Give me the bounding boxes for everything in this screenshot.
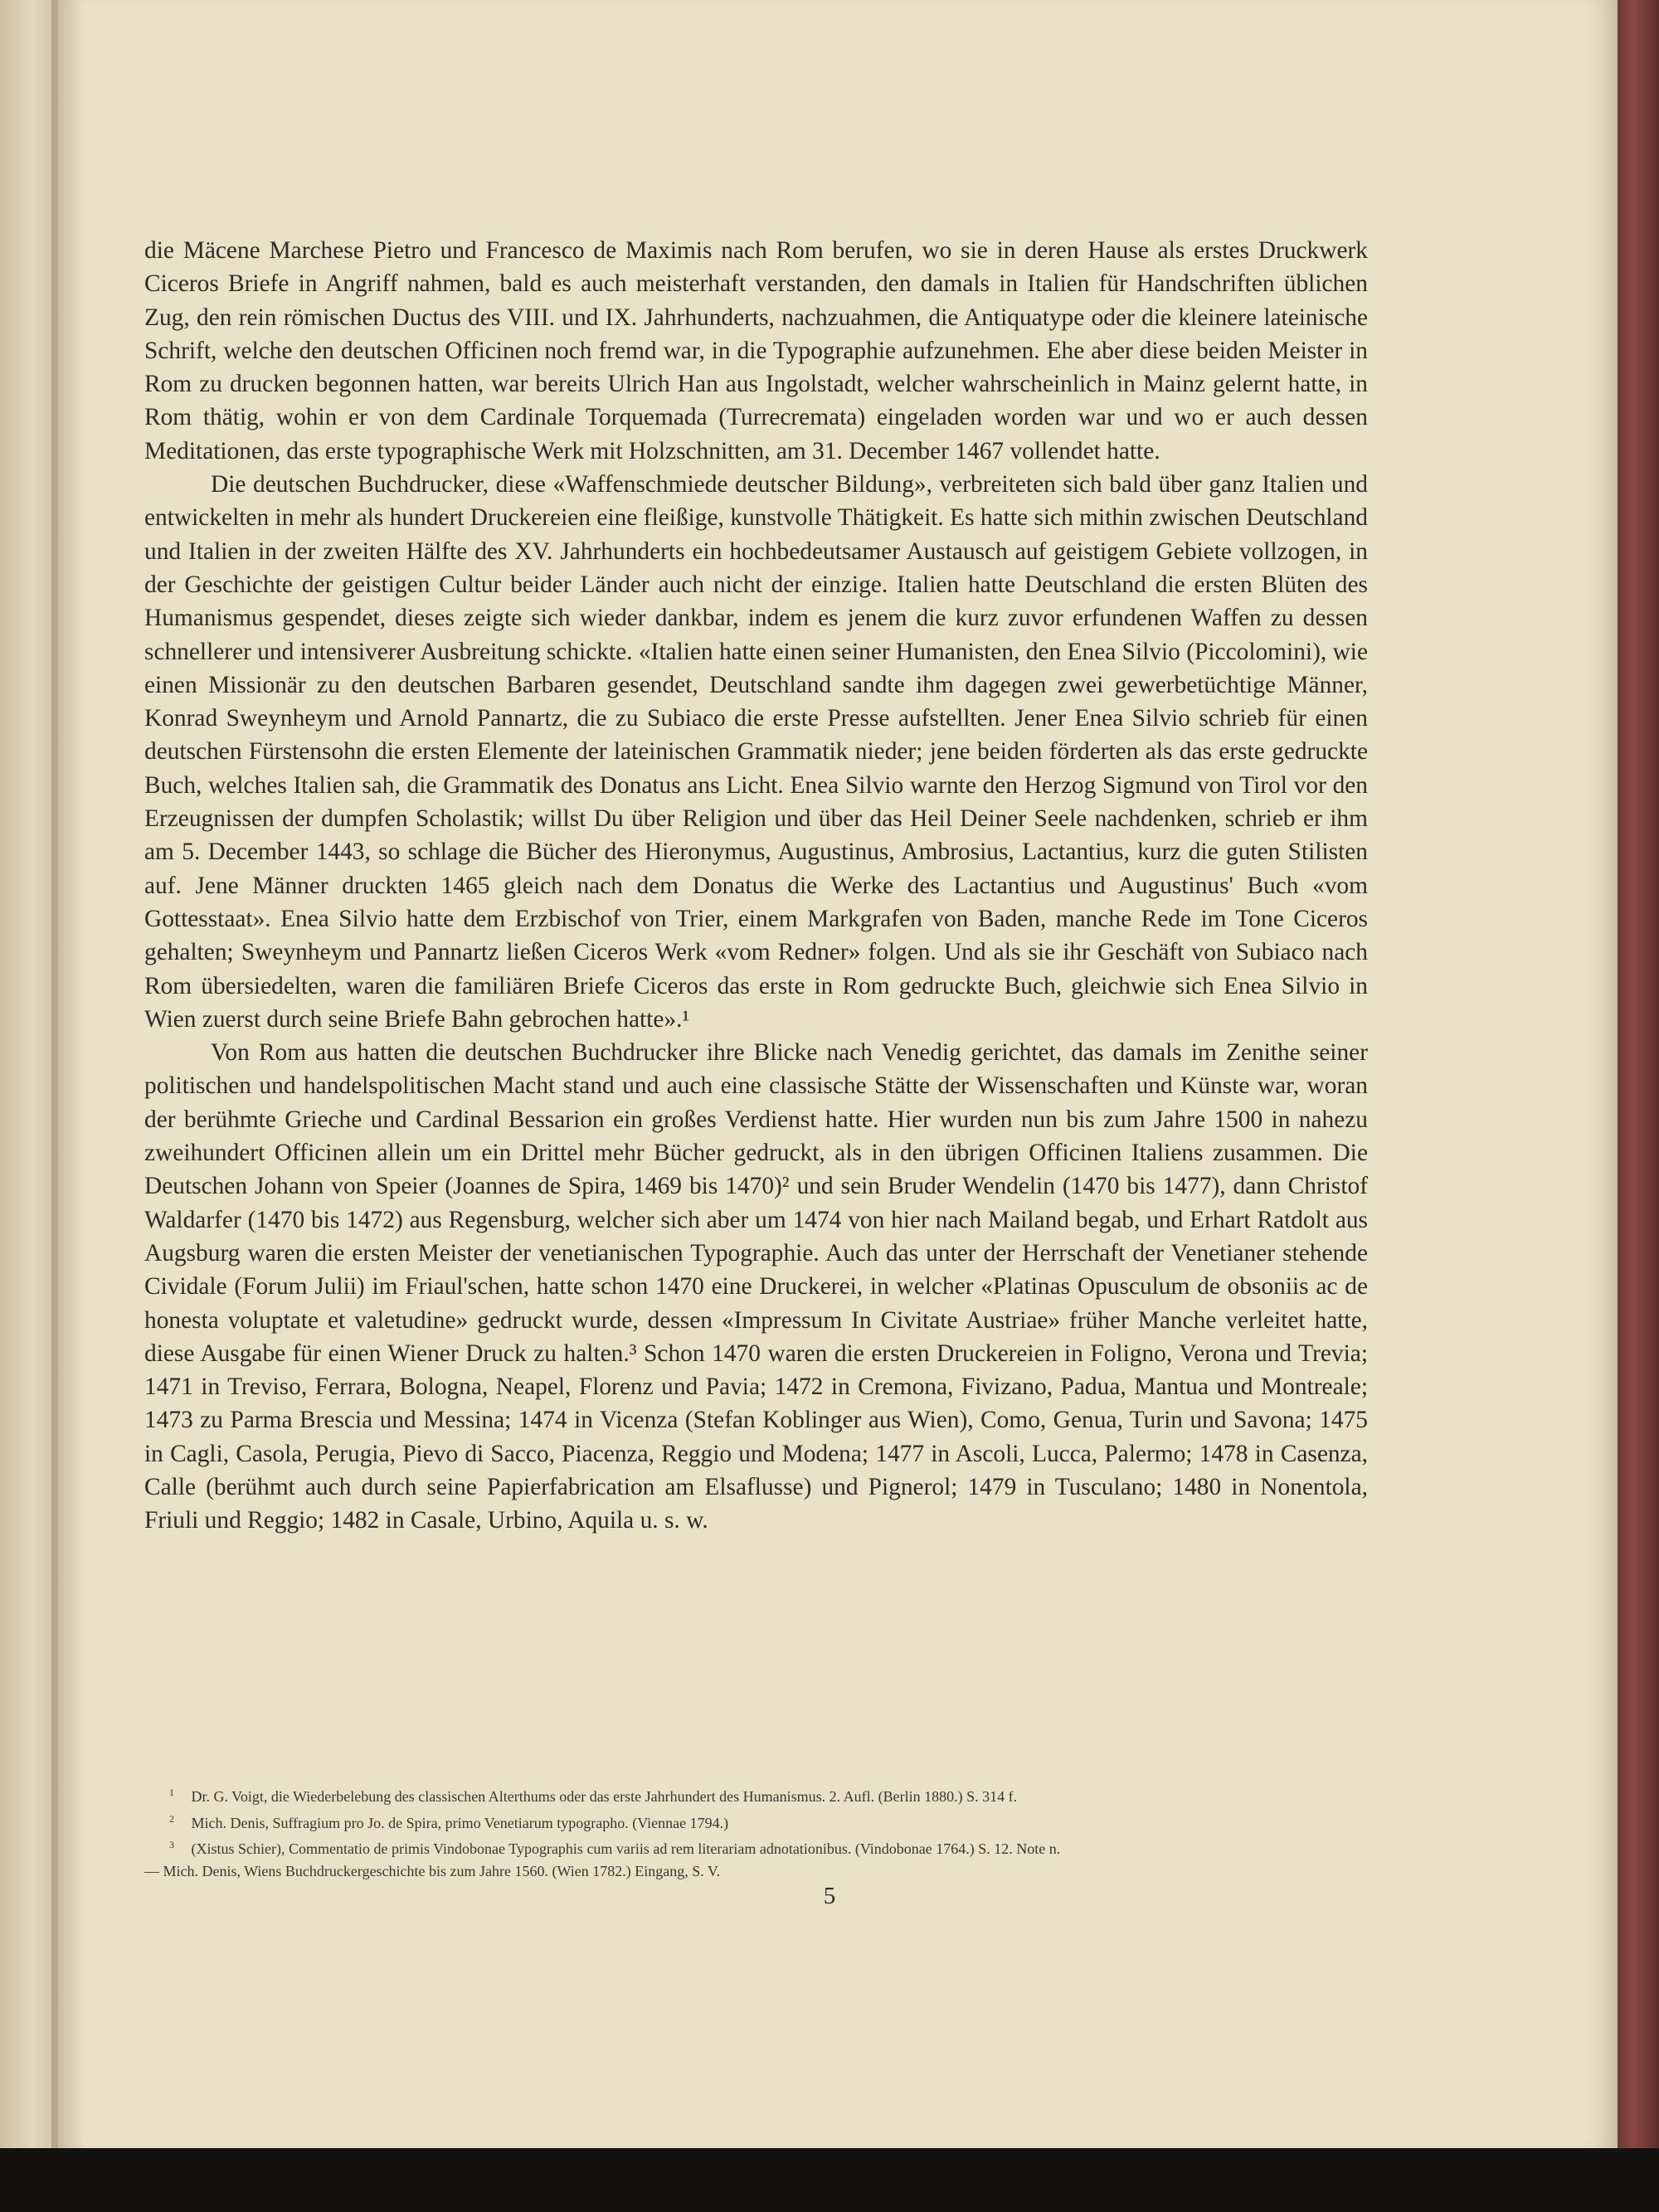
footnote-mark: 1	[169, 1787, 174, 1798]
background-strip	[0, 2148, 1659, 2212]
page-number: 5	[823, 1883, 836, 1909]
paragraph-3: Von Rom aus hatten die deutschen Buchdrucker ihre Blicke nach Venedig gerichtet, das damals im Zenithe seiner politischen und handelspolitischen Macht stand und auch eine classische Stätte der Wissenschaften und Künste war, woran der berühmte Grieche und Cardinal Bessarion ein großes Verdienst hatte. Hier wurden nun bis zum Jahre 1500 in nahezu zweihundert Officinen allein um ein Drittel mehr Bücher gedruckt, als in den übrigen Officinen Italiens zusammen. Die Deutschen Johann von Speier (Joannes de Spira, 1469 bis 1470)² und sein Bruder Wendelin (1470 bis 1477), dann Christof Waldarfer (1470 bis 1472) aus Regensburg, welcher sich aber um 1474 von hier nach Mailand begab, und Erhart Ratdolt aus Augsburg waren die ersten Meister der venetianischen Typographie. Auch das unter der Herrschaft der Venetianer stehende Cividale (Forum Julii) im Friaul'schen, hatte schon 1470 eine Druckerei, in welcher «Platinas Opusculum de obsoniis ac de honesta voluptate et valetudine» gedruckt wurde, dessen «Impressum In Civitate Austriae» früher Manche verleitet hatte, diese Ausgabe für einen Wiener Druck zu halten.³ Schon 1470 waren die ersten Druckereien in Foligno, Verona und Trevia; 1471 in Treviso, Ferrara, Bologna, Neapel, Florenz und Pavia; 1472 in Cremona, Fivizano, Padua, Mantua und Montreale; 1473 zu Parma Brescia und Messina; 1474 in Vicenza (Stefan Koblinger aus Wien), Como, Genua, Turin und Savona; 1475 in Cagli, Casola, Perugia, Pievo di Sacco, Piacenza, Reggio und Modena; 1477 in Ascoli, Lucca, Palermo; 1478 in Casenza, Calle (berühmt auch durch seine Papierfabrication am Elsaflusse) und Pignerol; 1479 in Tusculano; 1480 in Nonentola, Friuli und Reggio; 1482 in Casale, Urbino, Aquila u. s. w.	[144, 1039, 1368, 1534]
footnote-mark: 3	[169, 1839, 174, 1850]
book-cover-edge	[1618, 0, 1659, 2148]
body-text	[144, 234, 1368, 1538]
footnote-text: (Xistus Schier), Commentatio de primis Vindobonae Typographis cum variis ad rem literariam adnotationibus. (Vindobonae 1764.) S. 12. Note n.	[191, 1840, 1061, 1857]
footnote-2	[144, 1808, 1368, 1835]
footnote-text: Dr. G. Voigt, die Wiederbelebung des classischen Alterthums oder das erste Jahrhundert des Humanismus. 2. Aufl. (Berlin 1880.) S. 314 f.	[191, 1788, 1018, 1805]
footnote-continuation: — Mich. Denis, Wiens Buchdruckergeschichte bis zum Jahre 1560. (Wien 1782.) Eingang, S. V.	[144, 1862, 721, 1879]
spine-shadow	[51, 0, 85, 2148]
footnote-3	[144, 1834, 1368, 1860]
footnote-1	[144, 1782, 1368, 1808]
paragraph-1: die Mäcene Marchese Pietro und Francesco de Maximis nach Rom berufen, wo sie in deren Hause als erstes Druckwerk Ciceros Briefe in Angriff nahmen, bald es auch meisterhaft verstanden, den damals in Italien für Handschriften üblichen Zug, den rein römischen Ductus des VIII. und IX. Jahrhunderts, nachzuahmen, die Antiquatype oder die kleinere lateinische Schrift, welche den deutschen Officinen noch fremd war, in die Typographie aufzunehmen. Ehe aber diese beiden Meister in Rom zu drucken begonnen hatten, war bereits Ulrich Han aus Ingolstadt, welcher wahrscheinlich in Mainz gelernt hatte, in Rom thätig, wohin er von dem Cardinale Torquemada (Turrecremata) eingeladen worden war und wo er auch dessen Meditationen, das erste typographische Werk mit Holzschnitten, am 31. December 1467 vollendet hatte.	[144, 237, 1368, 464]
paragraph-2: Die deutschen Buchdrucker, diese «Waffenschmiede deutscher Bildung», verbreiteten sich bald über ganz Italien und entwickelten in mehr als hundert Druckereien eine fleißige, kunstvolle Thätigkeit. Es hatte sich mithin zwischen Deutschland und Italien in der zweiten Hälfte des XV. Jahrhunderts ein hochbedeutsamer Austausch auf geistigem Gebiete vollzogen, in der Geschichte der geistigen Cultur beider Länder auch nicht der einzige. Italien hatte Deutschland die ersten Blüten des Humanismus gespendet, dieses zeigte sich wieder dankbar, indem es jenem die kurz zuvor erfundenen Waffen zu dessen schnellerer und intensiverer Ausbreitung schickte. «Italien hatte einen seiner Humanisten, den Enea Silvio (Piccolomini), wie einen Missionär zu den deutschen Barbaren gesendet, Deutschland sandte ihm dagegen zwei gewerbetüchtige Männer, Konrad Sweynheym und Arnold Pannartz, die zu Subiaco die erste Presse aufstellten. Jener Enea Silvio schrieb für einen deutschen Fürstensohn die ersten Elemente der lateinischen Grammatik nieder; jene beiden förderten als das erste gedruckte Buch, welches Italien sah, die Grammatik des Donatus ans Licht. Enea Silvio warnte den Herzog Sigmund von Tirol vor den Erzeugnissen der dumpfen Scholastik; willst Du über Religion und über das Heil Deiner Seele nachdenken, schrieb er ihm am 5. December 1443, so schlage die Bücher des Hieronymus, Augustinus, Ambrosius, Lactantius, kurz die guten Stilisten auf. Jene Männer druckten 1465 gleich nach dem Donatus die Werke des Lactantius und Augustinus' Buch «vom Gottesstaat». Enea Silvio hatte dem Erzbischof von Trier, einem Markgrafen von Baden, manche Rede im Tone Ciceros gehalten; Sweynheym und Pannartz ließen Ciceros Werk «vom Redner» folgen. Und als sie ihr Geschäft von Subiaco nach Rom übersiedelten, waren die familiären Briefe Ciceros das erste in Rom gedruckte Buch, gleichwie sich Enea Silvio in Wien zuerst durch seine Briefe Bahn gebrochen hatte».¹	[144, 471, 1368, 1033]
footnote-mark: 2	[169, 1812, 174, 1825]
footnotes	[144, 1782, 1368, 1882]
footnote-text: Mich. Denis, Suffragium pro Jo. de Spira, primo Venetiarum typographo. (Viennae 1794.)	[191, 1814, 729, 1831]
